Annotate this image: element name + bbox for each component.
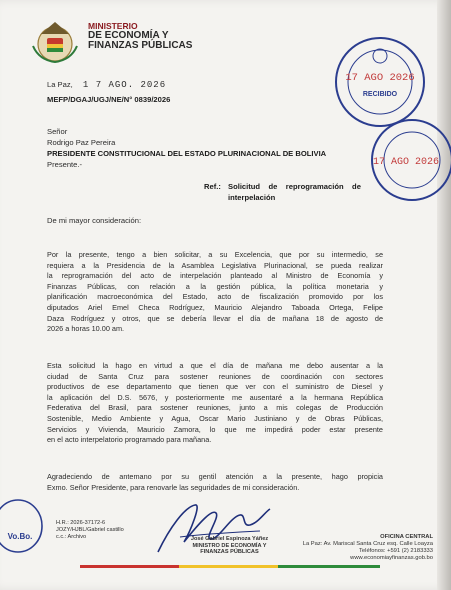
paragraph-line: 2026 a horas 10.00 am. (47, 324, 125, 334)
ministry-name-line3: FINANZAS PÚBLICAS (88, 40, 193, 51)
office-phone: Teléfonos: +591 (2) 2183333 (359, 548, 433, 554)
footer-ref-line: JOZY/HJBL/Gabriel castillo (56, 527, 124, 533)
stamp-date-top: 17 AGO 2026 (345, 72, 415, 84)
paragraph-line: Finanzas Públicas, con relación a la gestión pública, la política monetaria y (47, 281, 383, 291)
page-edge-shadow (437, 0, 451, 590)
greeting: De mi mayor consideración: (47, 216, 142, 225)
signer-block (182, 536, 277, 556)
vobo-stamp (0, 497, 44, 555)
letter-date: 1 7 AGO. 2026 (82, 80, 167, 90)
stamp-received-label: RECIBIDO (362, 91, 398, 98)
recipient-position: PRESIDENTE CONSTITUCIONAL DEL ESTADO PLURINACIONAL DE BOLIVIA (47, 149, 327, 158)
paragraph-line: Exmo. Señor Presidente, para renovarle las seguridades de mi consideración. (47, 482, 300, 492)
office-website: www.economiayfinanzas.gob.bo (350, 555, 433, 561)
paragraph-1 (47, 250, 383, 335)
paragraph-line: Esta solicitud la hago en virtud a que el día de mañana me debo ausentar a la (47, 361, 383, 370)
paragraph-line: productivos de ese departamento que tienen que ver con el suministro de Diesel y (47, 382, 383, 392)
paragraph-2 (47, 361, 383, 446)
vobo-label: Vo.Bo. (7, 532, 33, 541)
paragraph-line: Por la presente, tengo a bien solicitar, a su Excelencia, que por su intermedio, se (47, 250, 383, 259)
tricolor-band (80, 565, 380, 568)
paragraph-line: la reprogramación del acto de interpelación planteado al Ministro de Economía y (47, 271, 383, 281)
paragraph-line: ciudad de Santa Cruz para sostener reuniones de coordinación con sectores (47, 371, 383, 381)
paragraph-3 (47, 472, 383, 493)
paragraph-line: planificación macroeconómica del Estado, acto de fiscalización promovido por los (47, 292, 383, 302)
recipient-name: Rodrigo Paz Pereira (47, 138, 116, 147)
ref-label: Ref.: (204, 182, 221, 191)
paragraph-line: Servicios y Vivienda, Mauricio Zamora, lo que me impedirá poder estar presente (47, 424, 383, 434)
coat-of-arms-logo (27, 16, 83, 68)
signer-title-1: MINISTRO DE ECONOMÍA Y (192, 542, 267, 549)
presente-line: Presente.- (47, 160, 83, 169)
footer-ref-line: H.R.: 2026-37172-6 (56, 520, 106, 526)
ministry-name-line1: MINISTERIO (88, 21, 138, 31)
letter-date-line (47, 80, 166, 90)
ministry-name-line2: DE ECONOMÍA Y (88, 30, 169, 41)
signer-title-2: FINANZAS PÚBLICAS (200, 549, 259, 556)
received-stamp-right (366, 116, 451, 206)
paragraph-line: la aplicación del D.S. 5676, y posteriormente me ausentaré a la hermana República (47, 392, 383, 402)
paragraph-line: Daza Rodríguez y otros, que se debería llevar el día de mañana 18 de agosto de (47, 313, 383, 323)
paragraph-line: diputados Ariel Emel Checa Rodríguez, Mauricio Alejandro Taboada Ortega, Felipe (47, 302, 383, 312)
paragraph-line: requiera a la Presidencia de la Asamblea Legislativa Plurinacional, se pueda realizar (47, 260, 383, 270)
paragraph-line: Agradeciendo de antemano por su gentil atención a la presente, hago propicia (47, 472, 383, 481)
stamp-date-right: 17 AGO 2026 (372, 157, 440, 168)
office-info (303, 534, 433, 562)
signer-name: José Gabriel Espinoza Yáñez (190, 536, 269, 542)
paragraph-line: en el acto interpelatorio programado para mañana. (47, 435, 212, 445)
paragraph-line: Sostenible, Medio Ambiente y Agua, Oscar Mario Justiniano y de Obras Públicas, (47, 413, 383, 423)
footer-refs (56, 520, 124, 541)
letter-place: La Paz, (47, 80, 73, 89)
salutation-title: Señor (47, 127, 68, 136)
footer-ref-line: c.c.: Archivo (56, 534, 87, 540)
ref-text-line2: interpelación (228, 193, 276, 202)
reference-code: MEFP/DGAJ/UGJ/NE/N° 0839/2026 (47, 95, 171, 104)
ref-text-line1: Solicitud de reprogramación de (228, 182, 361, 191)
office-title: OFICINA CENTRAL (380, 534, 433, 540)
office-address: La Paz: Av. Mariscal Santa Cruz esq. Calle Loayza (302, 541, 433, 547)
paragraph-line: Federativa del Brasil, para sostener reuniones, junto a mis colegas de Producción (47, 403, 383, 413)
